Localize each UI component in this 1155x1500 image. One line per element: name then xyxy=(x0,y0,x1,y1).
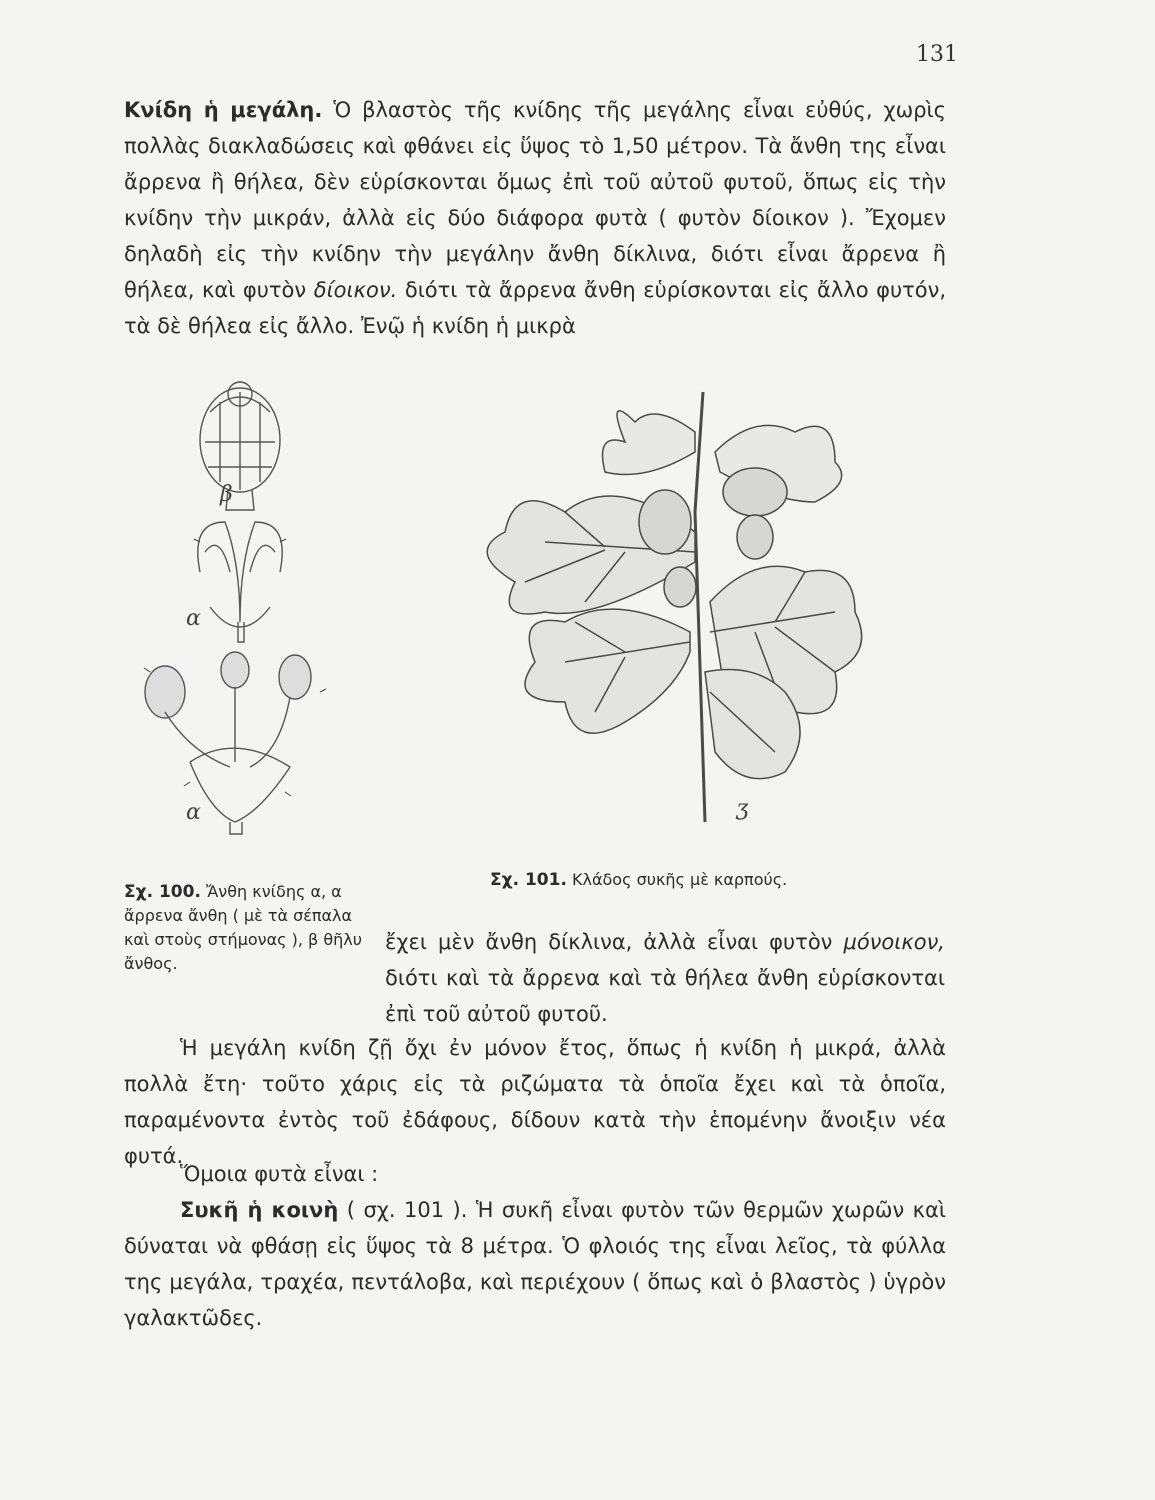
intro-italic: δίοικον. xyxy=(313,278,398,302)
intro-paragraph xyxy=(124,92,946,344)
paragraph-4 xyxy=(124,1192,946,1336)
figure-100-text: Ἄνθη κνίδης α, α ἄρρενα ἄνθη ( μὲ τὰ σέπαλα καὶ στοὺς στήμονας ), β θῆλυ ἄνθος. xyxy=(124,882,362,973)
fig-branch-illustration xyxy=(455,372,875,832)
figure-label-alpha-2: α xyxy=(186,800,201,825)
figure-100-number: Σχ. 100. xyxy=(124,882,201,902)
figure-label-alpha-1: α xyxy=(186,606,201,631)
para4-text: ( σχ. 101 ). Ἡ συκῆ εἶναι φυτὸν τῶν θερμῶν χωρῶν καὶ δύναται νὰ φθάσῃ εἰς ὕψος τὰ 8 μέτρα. Ὁ φλοιός της εἶναι λεῖος, τὰ φύλλα της μεγάλα, τραχέα, πεντάλοβα, καὶ περιέχουν ( ὅπως καὶ ὁ βλαστὸς ) ὑγρὸν γαλακτῶδες. xyxy=(124,1198,946,1330)
continuation-paragraph xyxy=(385,924,945,1032)
nettle-flowers-illustration xyxy=(130,372,360,842)
continuation-text-a: ἔχει μὲν ἄνθη δίκλινα, ἀλλὰ εἶναι φυτὸν xyxy=(385,930,833,954)
page-number: 131 xyxy=(916,42,958,67)
continuation-text-b: διότι καὶ τὰ ἄρρενα καὶ τὰ θήλεα ἄνθη εὑρίσκονται ἐπὶ τοῦ αὐτοῦ φυτοῦ. xyxy=(385,966,945,1026)
figure-label-z: ʒ xyxy=(736,796,749,821)
figure-100-caption xyxy=(124,880,364,976)
intro-text-a: Ὁ βλαστὸς τῆς κνίδης τῆς μεγάλης εἶναι εὐθύς, χωρὶς πολλὰς διακλαδώσεις καὶ φθάνει εἰς ὕψος τὸ 1,50 μέτρον. Τὰ ἄνθη της εἶναι ἄρρενα ἢ θήλεα, δὲν εὑρίσκονται ὅμως ἐπὶ τοῦ αὐτοῦ φυτοῦ, ὅπως εἰς τὴν κνίδην τὴν μικράν, ἀλλὰ εἰς δύο διάφορα φυτὰ ( φυτὸν δίοικον ). Ἔχομεν δηλαδὴ εἰς τὴν κνίδην τὴν μεγάλην ἄνθη δίκλινα, διότι εἶναι ἄρρενα ἢ θήλεα, καὶ φυτὸν xyxy=(124,98,946,302)
figure-101-caption xyxy=(490,868,890,892)
intro-text-b: διότι τὰ ἄρρενα ἄνθη εὑρίσκονται εἰς ἄλλο φυτόν, τὰ δὲ θήλεα εἰς ἄλλο. Ἐνῷ ἡ κνίδη ἡ μικρὰ xyxy=(124,278,947,338)
figure-101-number: Σχ. 101. xyxy=(490,870,567,890)
figure-label-beta: β xyxy=(220,482,233,507)
figure-101-text: Κλάδος συκῆς μὲ καρπούς. xyxy=(572,870,788,889)
continuation-italic: μόνοικον, xyxy=(843,930,945,954)
intro-heading: Κνίδη ἡ μεγάλη. xyxy=(124,98,323,122)
paragraph-2: Ἡ μεγάλη κνίδη ζῇ ὄχι ἐν μόνον ἔτος, ὅπως ἡ κνίδη ἡ μικρά, ἀλλὰ πολλὰ ἔτη· τοῦτο χάρις εἰς τὰ ριζώματα τὰ ὁποῖα ἔχει καὶ τὰ ὁποῖα, παραμένοντα ἐντὸς τοῦ ἐδάφους, δίδουν κατὰ τὴν ἑπομένην ἄνοιξιν νέα φυτά. xyxy=(124,1036,946,1168)
paragraph-3: Ὅμοια φυτὰ εἶναι : xyxy=(180,1162,379,1186)
para4-heading: Συκῆ ἡ κοινὴ xyxy=(180,1198,339,1222)
